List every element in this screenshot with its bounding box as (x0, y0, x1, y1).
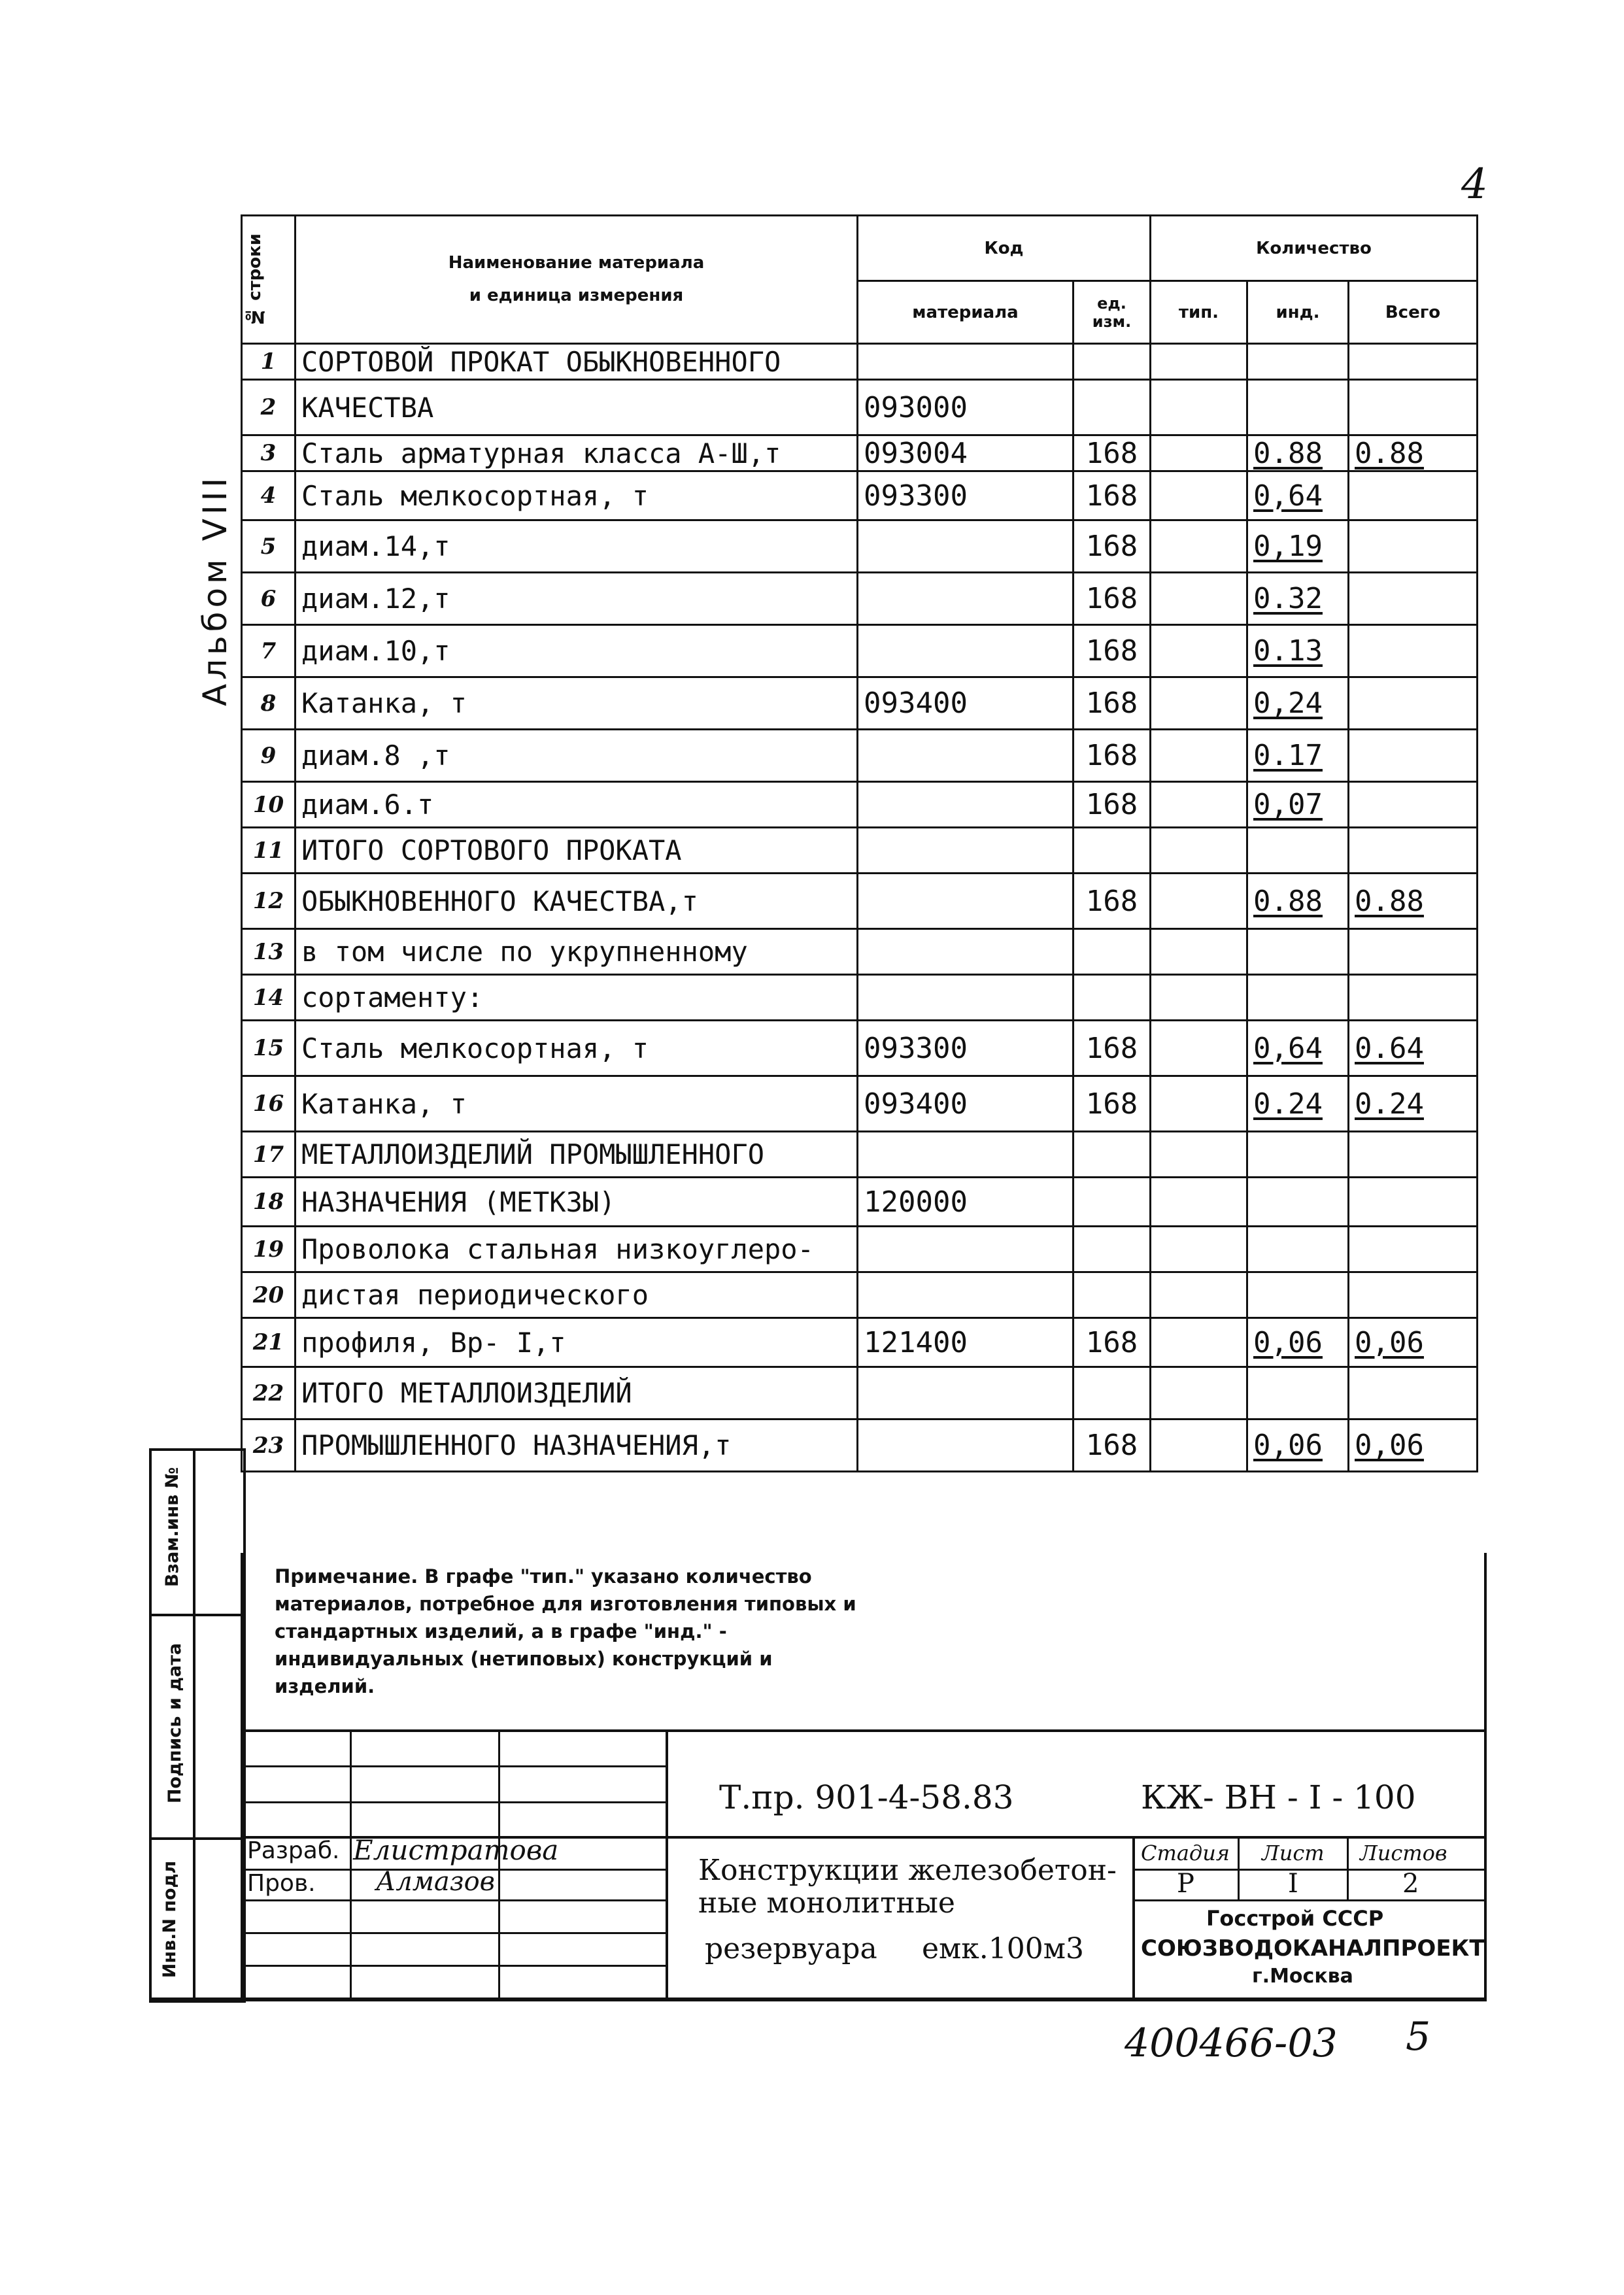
qty-typ (1151, 471, 1247, 520)
side-label-vzam: Взам.инв № (162, 1467, 183, 1588)
qty-ind (1247, 344, 1349, 380)
qty-ind (1247, 929, 1349, 975)
material-code: 121400 (858, 1318, 1074, 1367)
developed-label: Разраб. (247, 1837, 340, 1864)
unit-code: 168 (1074, 625, 1151, 677)
material-name: Сталь мелкосортная, т (296, 1021, 858, 1076)
qty-total: 0.88 (1349, 435, 1478, 471)
material-name: профиля, Вр- I,т (296, 1318, 858, 1367)
unit-code (1074, 1227, 1151, 1272)
qty-typ (1151, 1420, 1247, 1472)
material-name: диам.10,т (296, 625, 858, 677)
material-code (858, 1227, 1074, 1272)
row-number: 22 (242, 1367, 296, 1420)
table-row (242, 782, 1478, 828)
qty-ind (1247, 975, 1349, 1021)
unit-code (1074, 975, 1151, 1021)
header-quantity: Количество (1151, 216, 1478, 281)
table-row (242, 1021, 1478, 1076)
material-code: 093400 (858, 1076, 1074, 1132)
table-row (242, 1420, 1478, 1472)
qty-total (1349, 573, 1478, 625)
material-name: дистая периодического (296, 1272, 858, 1318)
doc-code-right: КЖ- ВН - I - 100 (1141, 1778, 1416, 1816)
page-number: 4 (1461, 160, 1488, 209)
row-number: 2 (242, 380, 296, 435)
material-name: диам.12,т (296, 573, 858, 625)
qty-typ (1151, 380, 1247, 435)
qty-typ (1151, 730, 1247, 782)
sheet-value: I (1288, 1869, 1298, 1899)
material-name: Катанка, т (296, 677, 858, 730)
qty-total: 0.24 (1349, 1076, 1478, 1132)
unit-code: 168 (1074, 1076, 1151, 1132)
table-row (242, 1272, 1478, 1318)
bottom-page-number: 5 (1406, 2014, 1431, 2060)
header-qty-typ: тип. (1151, 281, 1247, 344)
material-code (858, 975, 1074, 1021)
table-row (242, 380, 1478, 435)
title-line2: ные монолитные (698, 1886, 955, 1920)
qty-ind: 0.88 (1247, 874, 1349, 929)
qty-typ (1151, 1367, 1247, 1420)
header-code: Код (858, 216, 1151, 281)
qty-total (1349, 625, 1478, 677)
header-qty-total: Всего (1349, 281, 1478, 344)
row-number: 16 (242, 1076, 296, 1132)
table-row (242, 929, 1478, 975)
header-name: Наименование материала и единица измерения (296, 216, 858, 344)
qty-total (1349, 344, 1478, 380)
qty-typ (1151, 677, 1247, 730)
table-row (242, 874, 1478, 929)
material-code (858, 344, 1074, 380)
qty-ind (1247, 828, 1349, 874)
row-number: 12 (242, 874, 296, 929)
material-name: НАЗНАЧЕНИЯ (МЕТКЗЫ) (296, 1178, 858, 1227)
material-name: Проволока стальная низкоуглеро- (296, 1227, 858, 1272)
qty-typ (1151, 874, 1247, 929)
material-name: диам.8 ,т (296, 730, 858, 782)
org-line3: г.Москва (1252, 1965, 1353, 1988)
title-line3: резервуара (705, 1932, 877, 1965)
material-code: 093000 (858, 380, 1074, 435)
material-name: Катанка, т (296, 1076, 858, 1132)
developed-name: Елистратова (353, 1834, 559, 1866)
qty-ind (1247, 1178, 1349, 1227)
material-name: сортаменту: (296, 975, 858, 1021)
table-row (242, 1076, 1478, 1132)
qty-total: 0,06 (1349, 1318, 1478, 1367)
material-code (858, 625, 1074, 677)
material-code (858, 730, 1074, 782)
unit-code: 168 (1074, 677, 1151, 730)
row-number: 13 (242, 929, 296, 975)
checked-label: Пров. (247, 1870, 316, 1897)
material-name: ОБЫКНОВЕННОГО КАЧЕСТВА,т (296, 874, 858, 929)
qty-ind: 0,06 (1247, 1318, 1349, 1367)
unit-code (1074, 1272, 1151, 1318)
qty-typ (1151, 828, 1247, 874)
unit-code: 168 (1074, 1021, 1151, 1076)
material-code (858, 1272, 1074, 1318)
material-name: КАЧЕСТВА (296, 380, 858, 435)
qty-ind (1247, 1227, 1349, 1272)
table-row (242, 828, 1478, 874)
qty-ind (1247, 1132, 1349, 1178)
qty-ind: 0,07 (1247, 782, 1349, 828)
qty-ind: 0.88 (1247, 435, 1349, 471)
material-code (858, 520, 1074, 573)
qty-total: 0.64 (1349, 1021, 1478, 1076)
qty-total (1349, 677, 1478, 730)
unit-code: 168 (1074, 435, 1151, 471)
material-code: 093004 (858, 435, 1074, 471)
material-code (858, 782, 1074, 828)
material-name: СОРТОВОЙ ПРОКАТ ОБЫКНОВЕННОГО (296, 344, 858, 380)
qty-total (1349, 1227, 1478, 1272)
unit-code: 168 (1074, 782, 1151, 828)
table-row (242, 1227, 1478, 1272)
row-number: 6 (242, 573, 296, 625)
materials-table (241, 214, 1478, 1472)
material-code (858, 929, 1074, 975)
org-line1: Госстрой СССР (1206, 1906, 1384, 1931)
qty-total (1349, 380, 1478, 435)
qty-total: 0,06 (1349, 1420, 1478, 1472)
row-number: 18 (242, 1178, 296, 1227)
unit-code (1074, 828, 1151, 874)
qty-typ (1151, 1132, 1247, 1178)
row-number: 21 (242, 1318, 296, 1367)
material-name: ИТОГО МЕТАЛЛОИЗДЕЛИЙ (296, 1367, 858, 1420)
row-number: 5 (242, 520, 296, 573)
row-number: 11 (242, 828, 296, 874)
sheet-label: Лист (1262, 1841, 1325, 1865)
qty-total (1349, 1132, 1478, 1178)
material-name: Сталь арматурная класса А-Ш,т (296, 435, 858, 471)
material-code (858, 573, 1074, 625)
table-row (242, 573, 1478, 625)
qty-ind: 0,06 (1247, 1420, 1349, 1472)
table-row (242, 520, 1478, 573)
qty-total (1349, 1367, 1478, 1420)
qty-ind: 0,64 (1247, 1021, 1349, 1076)
qty-total (1349, 975, 1478, 1021)
table-row (242, 730, 1478, 782)
material-code: 093300 (858, 1021, 1074, 1076)
stage-value: Р (1177, 1869, 1194, 1899)
unit-code: 168 (1074, 520, 1151, 573)
qty-ind (1247, 380, 1349, 435)
doc-code-left: Т.пр. 901-4-58.83 (719, 1778, 1014, 1816)
row-number: 10 (242, 782, 296, 828)
unit-code: 168 (1074, 730, 1151, 782)
qty-typ (1151, 573, 1247, 625)
qty-total (1349, 929, 1478, 975)
qty-typ (1151, 1272, 1247, 1318)
qty-typ (1151, 975, 1247, 1021)
qty-total (1349, 471, 1478, 520)
material-code (858, 874, 1074, 929)
qty-ind: 0,64 (1247, 471, 1349, 520)
unit-code: 168 (1074, 573, 1151, 625)
checked-name: Алмазов (376, 1867, 495, 1897)
stage-label: Стадия (1141, 1841, 1230, 1865)
sheets-label: Листов (1360, 1841, 1447, 1865)
note-text: Примечание. В графе "тип." указано количество материалов, потребное для изготовления типовых и стандартных изделий, а в графе "инд." - индивидуальных (нетиповых) конструкций и изделий. (275, 1565, 856, 1698)
qty-ind: 0.24 (1247, 1076, 1349, 1132)
unit-code (1074, 1132, 1151, 1178)
unit-code (1074, 929, 1151, 975)
unit-code (1074, 1178, 1151, 1227)
row-number: 17 (242, 1132, 296, 1178)
qty-typ (1151, 1227, 1247, 1272)
unit-code: 168 (1074, 471, 1151, 520)
material-code: 120000 (858, 1178, 1074, 1227)
qty-typ (1151, 344, 1247, 380)
unit-code (1074, 344, 1151, 380)
album-label: Альбом VIII (196, 473, 234, 706)
material-code: 093300 (858, 471, 1074, 520)
material-code (858, 1420, 1074, 1472)
table-body (242, 344, 1478, 1472)
table-row (242, 435, 1478, 471)
row-number: 8 (242, 677, 296, 730)
document-number: 400466-03 (1125, 2020, 1338, 2066)
qty-ind: 0.32 (1247, 573, 1349, 625)
qty-typ (1151, 625, 1247, 677)
material-name: диам.6.т (296, 782, 858, 828)
qty-total: 0.88 (1349, 874, 1478, 929)
unit-code: 168 (1074, 1420, 1151, 1472)
title-capacity: емк.100м3 (922, 1932, 1084, 1965)
qty-total (1349, 520, 1478, 573)
table-row (242, 1367, 1478, 1420)
qty-ind: 0.17 (1247, 730, 1349, 782)
material-code (858, 828, 1074, 874)
qty-total (1349, 828, 1478, 874)
material-name: ИТОГО СОРТОВОГО ПРОКАТА (296, 828, 858, 874)
unit-code (1074, 1367, 1151, 1420)
qty-ind (1247, 1272, 1349, 1318)
header-qty-ind: инд. (1247, 281, 1349, 344)
qty-typ (1151, 435, 1247, 471)
side-label-podpis: Подпись и дата (165, 1642, 186, 1804)
unit-code (1074, 380, 1151, 435)
row-number: 3 (242, 435, 296, 471)
material-name: диам.14,т (296, 520, 858, 573)
sheets-value: 2 (1402, 1869, 1419, 1899)
material-code: 093400 (858, 677, 1074, 730)
row-number: 14 (242, 975, 296, 1021)
row-number: 23 (242, 1420, 296, 1472)
table-row (242, 344, 1478, 380)
qty-ind: 0,24 (1247, 677, 1349, 730)
title-line1: Конструкции железобетон- (698, 1854, 1117, 1887)
side-label-inv: Инв.N подл (160, 1860, 180, 1979)
material-name: Сталь мелкосортная, т (296, 471, 858, 520)
qty-typ (1151, 1178, 1247, 1227)
qty-total (1349, 782, 1478, 828)
header-code-material: материала (858, 281, 1074, 344)
unit-code: 168 (1074, 1318, 1151, 1367)
table-row (242, 1132, 1478, 1178)
material-name: МЕТАЛЛОИЗДЕЛИЙ ПРОМЫШЛЕННОГО (296, 1132, 858, 1178)
material-code (858, 1132, 1074, 1178)
row-number: 9 (242, 730, 296, 782)
qty-typ (1151, 1318, 1247, 1367)
row-number: 19 (242, 1227, 296, 1272)
material-name: в том числе по укрупненному (296, 929, 858, 975)
table-row (242, 471, 1478, 520)
header-row-no: № строки (242, 216, 296, 344)
table-row (242, 975, 1478, 1021)
header-code-unit: ед. изм. (1074, 281, 1151, 344)
qty-total (1349, 1272, 1478, 1318)
table-row (242, 625, 1478, 677)
qty-typ (1151, 1076, 1247, 1132)
material-name: ПРОМЫШЛЕННОГО НАЗНАЧЕНИЯ,т (296, 1420, 858, 1472)
table-row (242, 1318, 1478, 1367)
row-number: 1 (242, 344, 296, 380)
row-number: 7 (242, 625, 296, 677)
qty-typ (1151, 929, 1247, 975)
row-number: 15 (242, 1021, 296, 1076)
qty-typ (1151, 1021, 1247, 1076)
unit-code: 168 (1074, 874, 1151, 929)
qty-typ (1151, 782, 1247, 828)
org-line2: СОЮЗВОДОКАНАЛПРОЕКТ (1141, 1935, 1485, 1962)
row-number: 20 (242, 1272, 296, 1318)
qty-total (1349, 730, 1478, 782)
qty-ind (1247, 1367, 1349, 1420)
row-number: 4 (242, 471, 296, 520)
table-row (242, 1178, 1478, 1227)
qty-ind: 0,19 (1247, 520, 1349, 573)
qty-total (1349, 1178, 1478, 1227)
qty-typ (1151, 520, 1247, 573)
material-code (858, 1367, 1074, 1420)
table-row (242, 677, 1478, 730)
qty-ind: 0.13 (1247, 625, 1349, 677)
